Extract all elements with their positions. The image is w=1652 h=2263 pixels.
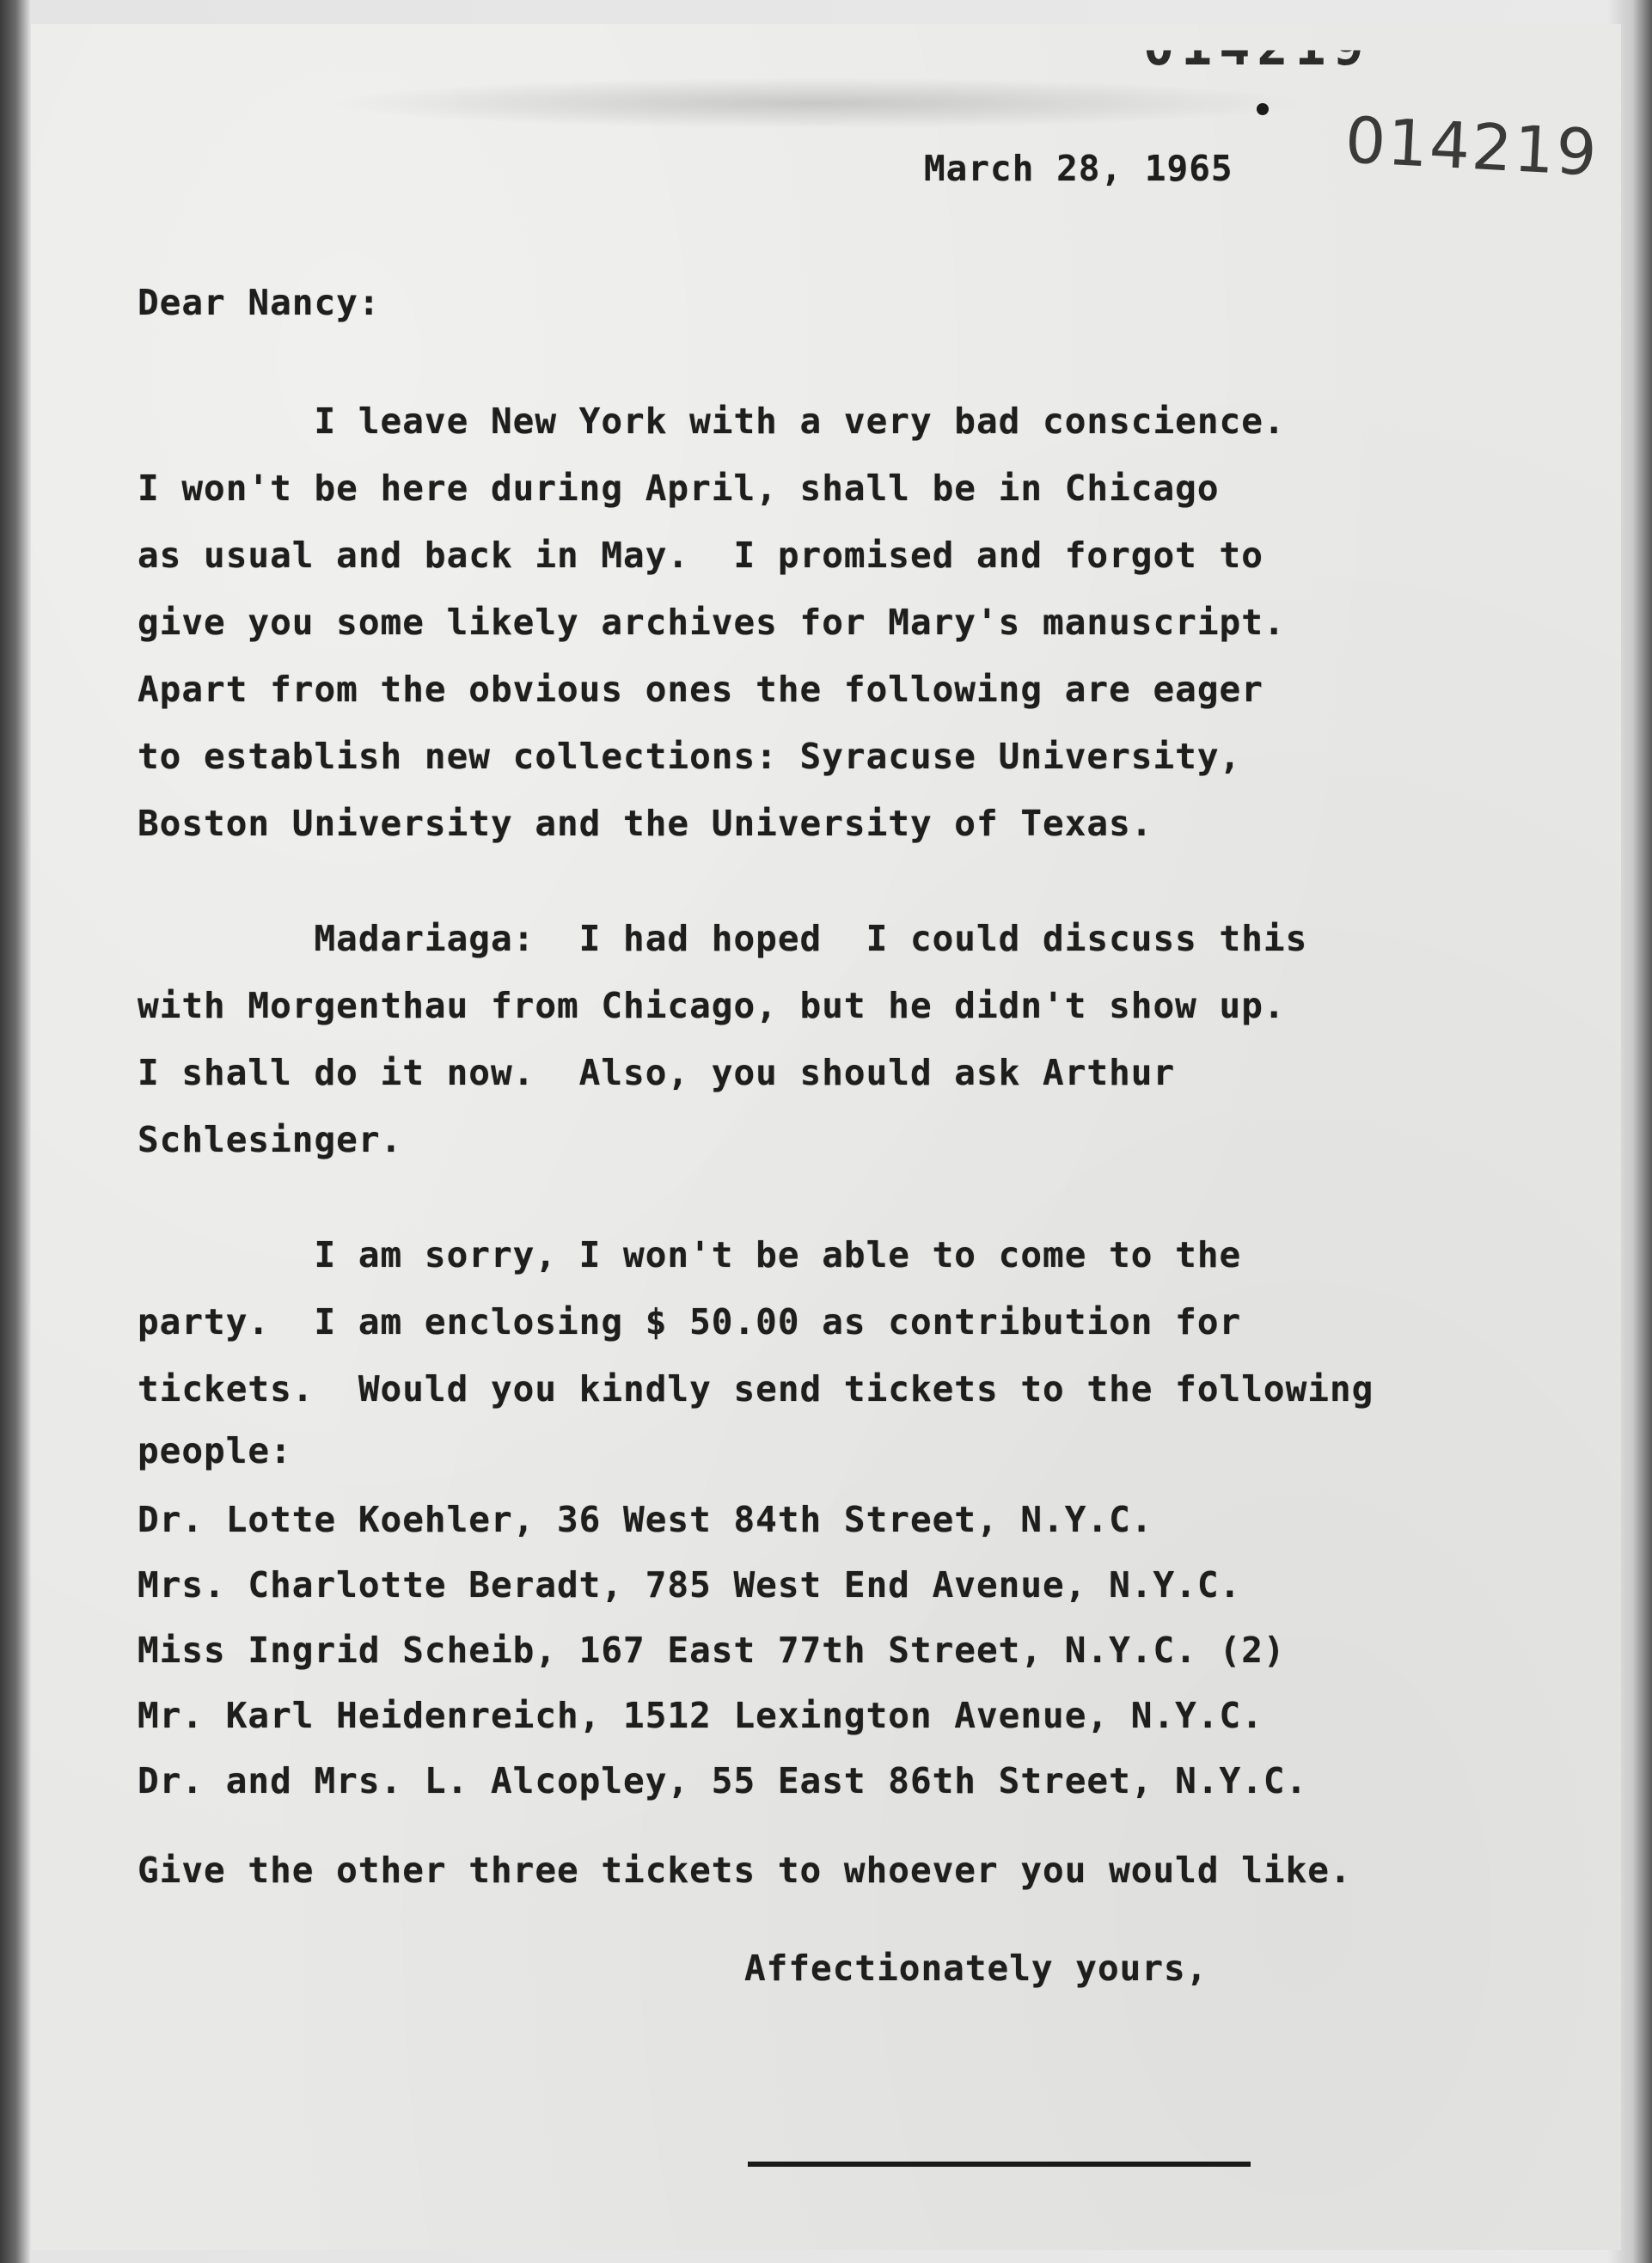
paragraph-2-line: Schlesinger.: [138, 1119, 403, 1160]
faded-letterhead-smudge: [327, 77, 1306, 129]
recipient-line: Miss Ingrid Scheib, 167 East 77th Street, N.Y.C. (2): [138, 1630, 1286, 1671]
paragraph-1-line: I leave New York with a very bad conscience.: [138, 401, 1286, 442]
paragraph-3-line: tickets. Would you kindly send tickets to the following: [138, 1368, 1374, 1410]
recipient-line: Dr. Lotte Koehler, 36 West 84th Street, N.Y.C.: [138, 1499, 1153, 1540]
paragraph-3-line: I am sorry, I won't be able to come to the: [138, 1234, 1242, 1275]
paragraph-1-line: as usual and back in May. I promised and forgot to: [138, 535, 1263, 576]
paragraph-3-line: party. I am enclosing $ 50.00 as contribution for: [138, 1301, 1242, 1343]
paragraph-1-line: give you some likely archives for Mary's manuscript.: [138, 602, 1286, 643]
paragraph-2-line: with Morgenthau from Chicago, but he didn't show up.: [138, 985, 1286, 1026]
recipient-line: Mrs. Charlotte Beradt, 785 West End Avenue, N.Y.C.: [138, 1564, 1242, 1606]
letter-date: March 28, 1965: [924, 148, 1233, 189]
signature-line: [748, 2162, 1251, 2167]
paragraph-3-line: people:: [138, 1430, 292, 1471]
closing-line: Give the other three tickets to whoever you would like.: [138, 1850, 1352, 1891]
paragraph-2-line: I shall do it now. Also, you should ask Arthur: [138, 1052, 1176, 1093]
paragraph-2-line: Madariaga: I had hoped I could discuss this: [138, 918, 1308, 959]
paragraph-1-line: Boston University and the University of Texas.: [138, 803, 1153, 844]
paragraph-1-line: to establish new collections: Syracuse University,: [138, 736, 1242, 777]
valediction: Affectionately yours,: [744, 1948, 1208, 1989]
handwritten-document-number: 014219: [1343, 103, 1600, 191]
salutation: Dear Nancy:: [138, 282, 381, 323]
recipient-line: Mr. Karl Heidenreich, 1512 Lexington Avenue, N.Y.C.: [138, 1695, 1263, 1736]
recipient-line: Dr. and Mrs. L. Alcopley, 55 East 86th Street, N.Y.C.: [138, 1760, 1308, 1801]
bullet-mark: [1257, 103, 1269, 115]
paragraph-1-line: Apart from the obvious ones the following are eager: [138, 669, 1263, 710]
paragraph-1-line: I won't be here during April, shall be in Chicago: [138, 468, 1220, 509]
